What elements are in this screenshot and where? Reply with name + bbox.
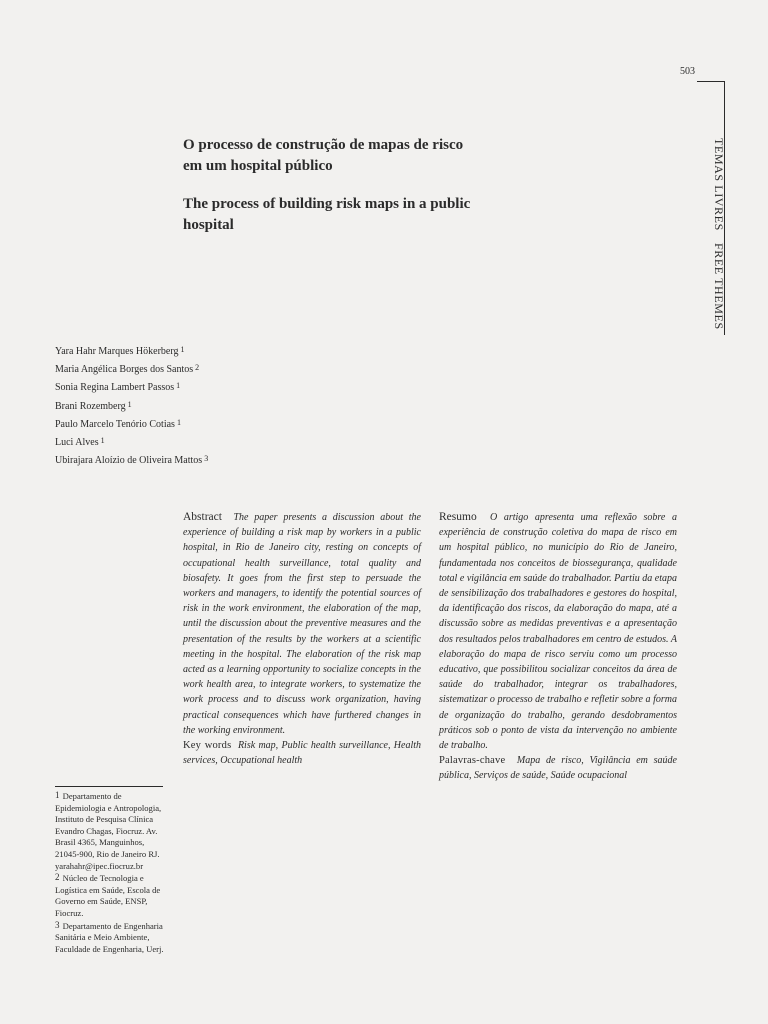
palavras-chave-text: Mapa de risco, Vigilância em saúde pública, Serviços de saúde, Saúde ocupacional: [439, 755, 677, 782]
author-affiliation: 1: [127, 399, 132, 409]
author-affiliation: 1: [180, 345, 185, 354]
section-rule-horizontal: [697, 81, 725, 82]
section-label: [711, 138, 726, 330]
author-item: [55, 378, 208, 396]
keywords-label: Key words: [183, 740, 232, 752]
palavras-chave-paragraph: [439, 753, 677, 783]
footnote-item: [55, 920, 167, 956]
author-affiliation: 1: [176, 381, 181, 391]
author-item: [55, 342, 208, 360]
keywords-paragraph: [183, 738, 421, 768]
keywords-text: Risk map, Public health surveillance, Health services, Occupational health: [183, 740, 421, 767]
author-name: Luci Alves: [55, 437, 99, 449]
section-label-pt: TEMAS LIVRES: [712, 138, 726, 231]
author-list: [55, 342, 208, 469]
resumo-label: Resumo: [439, 511, 477, 523]
footnote-text: Departamento de Engenharia Sanitária e Meio Ambiente, Faculdade de Engenharia, Uerj.: [55, 920, 164, 954]
footnote-text: Núcleo de Tecnologia e Logística em Saúde, Escola de Governo em Saúde, ENSP, Fiocruz.: [55, 873, 161, 918]
abstract-column: [183, 510, 421, 768]
author-name: Sonia Regina Lambert Passos: [55, 382, 175, 394]
author-affiliation: 1: [100, 436, 105, 446]
footnote-text: Departamento de Epidemiologia e Antropologia, Instituto de Pesquisa Clínica Evandro Chagas, Fiocruz. Av. Brasil 4365, Manguinhos, 21045-900, Rio de Janeiro RJ. yarahahr@ipec.fiocruz.br: [55, 791, 162, 871]
author-item: [55, 360, 208, 378]
author-affiliation: 3: [204, 454, 209, 464]
resumo-paragraph: [439, 510, 677, 753]
palavras-chave-label: Palavras-chave: [439, 755, 506, 767]
author-item: [55, 397, 208, 415]
author-item: [55, 415, 208, 433]
resumo-text: O artigo apresenta uma reflexão sobre a experiência de construção coletiva do mapa de risco em um hospital público, no município do Rio de Janeiro, fundamentada nos conceitos de biossegurança, qualidade total e vigilância em saúde do trabalhador. Partiu da etapa de sensibilização dos trabalhadores e gestores do hospital, da identificação dos riscos, da elaboração do mapa, até a discussão sobre as medidas preventivas e a apresentação dos resultados pelos trabalhadores em centro de estudos. A elaboração do mapa de risco serviu como um processo educativo, que possibilitou socializar conceitos da área de saúde do trabalhador, integrar os trabalhadores, sistematizar o processo de trabalho e refletir sobre a forma de organização do trabalho, gerando desdobramentos práticos sob o ponto de vista da intervenção no ambiente de trabalho.: [439, 512, 678, 752]
resumo-column: [439, 510, 677, 784]
affiliation-footnotes: [55, 790, 167, 955]
footnote-rule: [55, 786, 163, 787]
footnote-number: 2: [55, 872, 60, 883]
footnote-number: 3: [55, 919, 60, 930]
author-name: Maria Angélica Borges dos Santos: [55, 364, 194, 376]
author-name: Brani Rozemberg: [55, 400, 126, 412]
author-name: Paulo Marcelo Tenório Cotias: [55, 418, 175, 430]
author-item: [55, 451, 208, 469]
author-name: Yara Hahr Marques Hökerberg: [55, 346, 179, 357]
abstract-text: The paper presents a discussion about the experience of building a risk map by workers in a public hospital, in Rio de Janeiro city, resting on concepts of occupational health surveillance, total quality and biosafety. It goes from the first step to persuade the workers and managers, to identify the potential sources of risk in the work environment, the elaboration of the map, until the discussion about the preventive measures and the presentation of the results by the workers at a scientific meeting in the hospital. The elaboration of the risk map acted as a learning opportunity to socialize concepts in the work health area, to integrate workers, to systematize the work process and to discuss work organization, having practical consequences which have furthered changes in the working environment.: [183, 512, 421, 736]
abstract-label: Abstract: [183, 511, 222, 523]
section-label-en: FREE THEMES: [712, 242, 726, 330]
author-affiliation: 1: [176, 417, 181, 427]
title-english: The process of building risk maps in a public hospital: [183, 196, 471, 233]
author-affiliation: 2: [195, 363, 200, 373]
author-name: Ubirajara Aloízio de Oliveira Mattos: [55, 455, 203, 467]
footnote-item: [55, 790, 167, 872]
footnote-item: [55, 872, 167, 919]
abstract-paragraph: [183, 510, 421, 738]
page-number: 503: [680, 66, 695, 77]
title-portuguese: O processo de construção de mapas de risco em um hospital público: [183, 137, 464, 174]
author-item: [55, 433, 208, 451]
footnote-number: 1: [55, 790, 60, 800]
